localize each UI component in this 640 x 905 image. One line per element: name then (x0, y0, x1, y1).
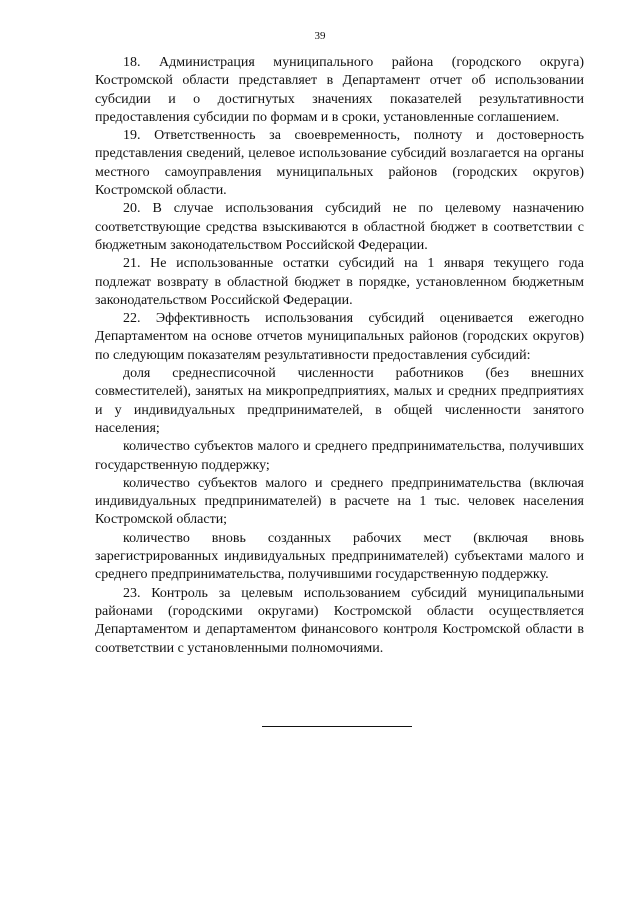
indicator-supported-smes: количество субъектов малого и среднего предпринимательства, получивших государственную поддержку; (95, 439, 584, 473)
indicator-smes-per-thousand: количество субъектов малого и среднего предпринимательства (включая индивидуальных предпринимателей) в расчете на 1 тыс. человек населения Костромской области; (95, 475, 584, 528)
paragraph-18: 18. Администрация муниципального района (городского округа) Костромской области представляет в Департамент отчет об использовании субсидии и о достигнутых значениях показателей результативности предоставления субсидии по формам и в сроки, установленные соглашением. (95, 55, 584, 125)
paragraph-20: 20. В случае использования субсидий не по целевому назначению соответствующие средства взыскиваются в областной бюджет в соответствии с бюджетным законодательством Российской Федерации. (95, 201, 584, 253)
indicator-new-jobs: количество вновь созданных рабочих мест (включая вновь зарегистрированных индивидуальных предпринимателей) субъектами малого и среднего предпринимательства, получившими государственную поддержку. (95, 530, 584, 583)
document-body (95, 54, 584, 658)
indicator-employment-share: доля среднесписочной численности работников (без внешних совместителей), занятых на микропредприятиях, малых и средних предприятиях и у индивидуальных предпринимателей, в общей численности занятого населения; (95, 366, 584, 436)
page-number: 39 (314, 30, 326, 42)
end-divider (262, 726, 412, 727)
paragraph-22: 22. Эффективность использования субсидий оценивается ежегодно Департаментом на основе отчетов муниципальных районов (городских округов) по следующим показателям результативности предоставления субсидий: (95, 311, 584, 363)
paragraph-21: 21. Не использованные остатки субсидий на 1 января текущего года подлежат возврату в областной бюджет в порядке, установленном бюджетным законодательством Российской Федерации. (95, 256, 584, 308)
paragraph-19: 19. Ответственность за своевременность, полноту и достоверность представления сведений, целевое использование субсидий возлагается на органы местного самоуправления муниципальных районов (городских округов) Костромской области. (95, 128, 584, 199)
paragraph-23: 23. Контроль за целевым использованием субсидий муниципальными районами (городскими округами) Костромской области осуществляется Департаментом и департаментом финансового контроля Костромской области в соответствии с установленными полномочиями. (95, 585, 584, 656)
